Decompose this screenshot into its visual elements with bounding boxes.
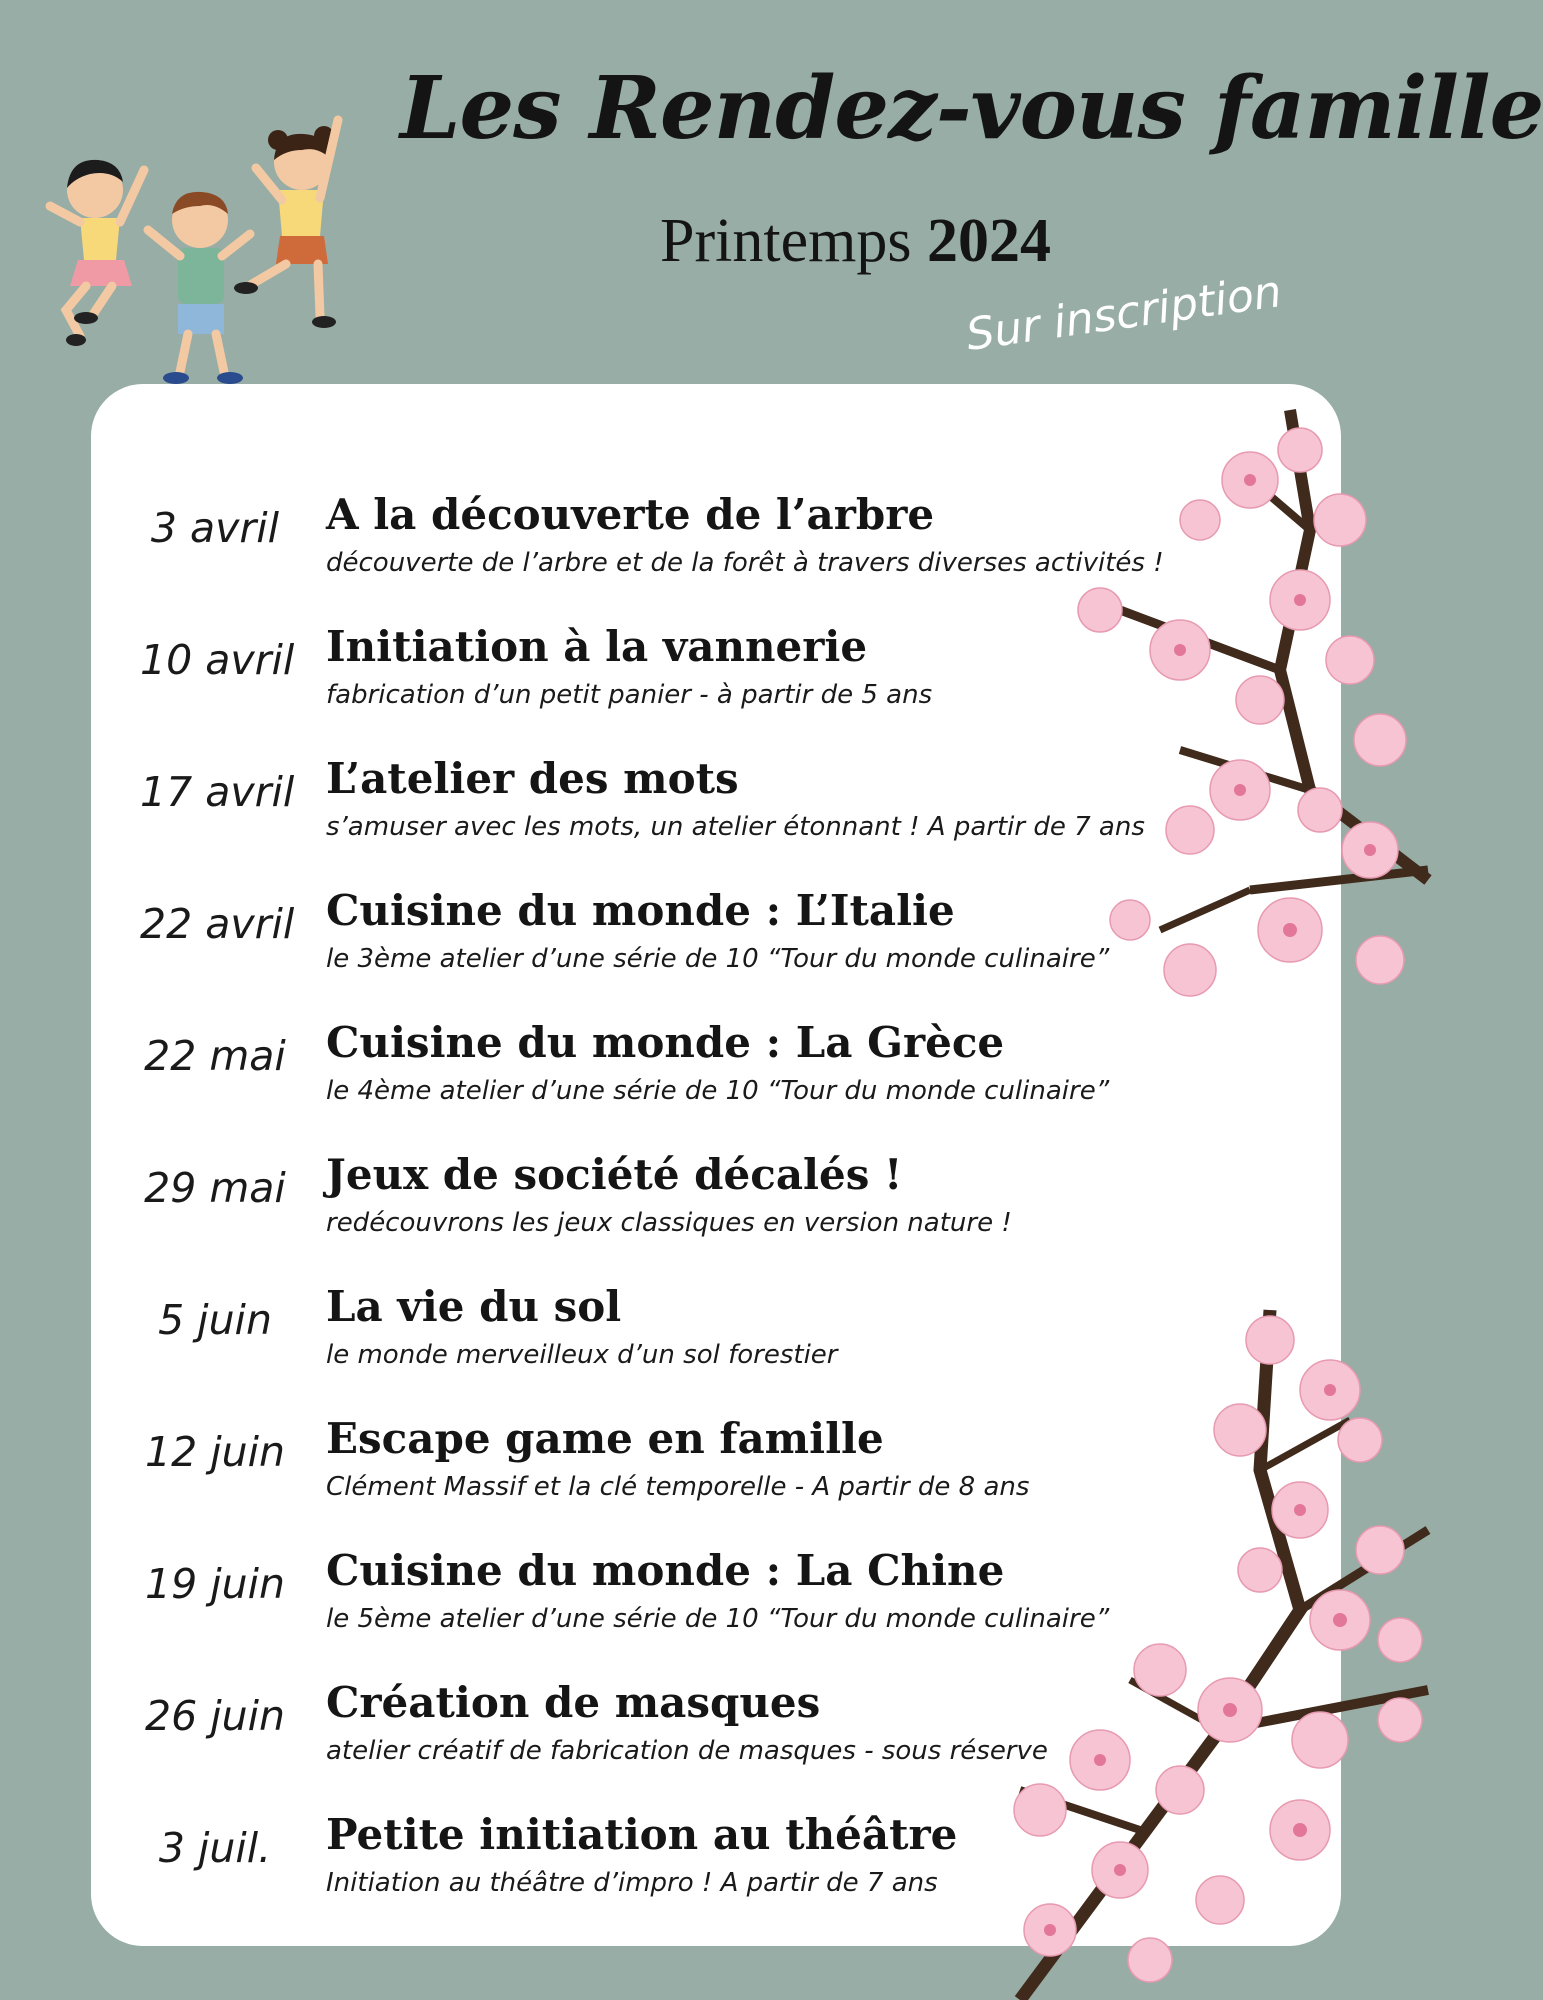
event-description: s’amuser avec les mots, un atelier étonnant ! A partir de 7 ans [326,812,1145,842]
event-item [140,754,1200,886]
event-item [140,622,1200,754]
event-date: 12 juin [145,1428,285,1476]
event-date: 17 avril [140,768,295,816]
event-date: 3 avril [150,504,280,552]
event-date: 3 juil. [158,1824,272,1872]
event-date: 22 avril [140,900,295,948]
event-date: 5 juin [158,1296,272,1344]
event-item [140,1810,1200,1942]
event-item [140,1150,1200,1282]
event-title: Création de masques [326,1678,821,1727]
event-description: Initiation au théâtre d’impro ! A partir de 7 ans [326,1868,938,1898]
event-item [140,1546,1200,1678]
event-title: La vie du sol [326,1282,622,1331]
event-list [140,490,1200,1942]
event-title: Escape game en famille [326,1414,884,1463]
event-title: Initiation à la vannerie [326,622,868,671]
event-description: atelier créatif de fabrication de masques - sous réserve [326,1736,1048,1766]
event-date: 10 avril [140,636,295,684]
event-title: Cuisine du monde : La Chine [326,1546,1005,1595]
girl-icon [234,120,338,328]
event-item [140,886,1200,1018]
event-item [140,1414,1200,1546]
event-title: Petite initiation au théâtre [326,1810,958,1859]
season-subtitle [660,206,1051,277]
event-title: A la découverte de l’arbre [326,490,935,539]
season-label: Printemps [660,207,912,275]
season-year: 2024 [926,207,1051,275]
jumping-kids-illustration [20,110,420,390]
event-item [140,1678,1200,1810]
event-description: Clément Massif et la clé temporelle - A partir de 8 ans [326,1472,1030,1502]
event-description: découverte de l’arbre et de la forêt à travers diverses activités ! [326,548,1164,578]
event-description: le 4ème atelier d’une série de 10 “Tour du monde culinaire” [326,1076,1110,1106]
event-title: Jeux de société décalés ! [326,1150,903,1199]
event-item [140,490,1200,622]
page-title: Les Rendez-vous famille [400,58,1543,159]
event-description: redécouvrons les jeux classiques en version nature ! [326,1208,1012,1238]
event-date: 22 mai [144,1032,286,1080]
event-item [140,1018,1200,1150]
event-description: le 3ème atelier d’une série de 10 “Tour du monde culinaire” [326,944,1110,974]
girl-icon [50,160,144,346]
event-date: 19 juin [145,1560,285,1608]
event-date: 26 juin [145,1692,285,1740]
event-title: Cuisine du monde : La Grèce [326,1018,1005,1067]
registration-tag: Sur inscription [962,266,1285,361]
event-description: le monde merveilleux d’un sol forestier [326,1340,838,1370]
event-item [140,1282,1200,1414]
event-date: 29 mai [144,1164,286,1212]
event-description: fabrication d’un petit panier - à partir de 5 ans [326,680,933,710]
event-description: le 5ème atelier d’une série de 10 “Tour du monde culinaire” [326,1604,1110,1634]
event-title: L’atelier des mots [326,754,739,803]
event-title: Cuisine du monde : L’Italie [326,886,955,935]
